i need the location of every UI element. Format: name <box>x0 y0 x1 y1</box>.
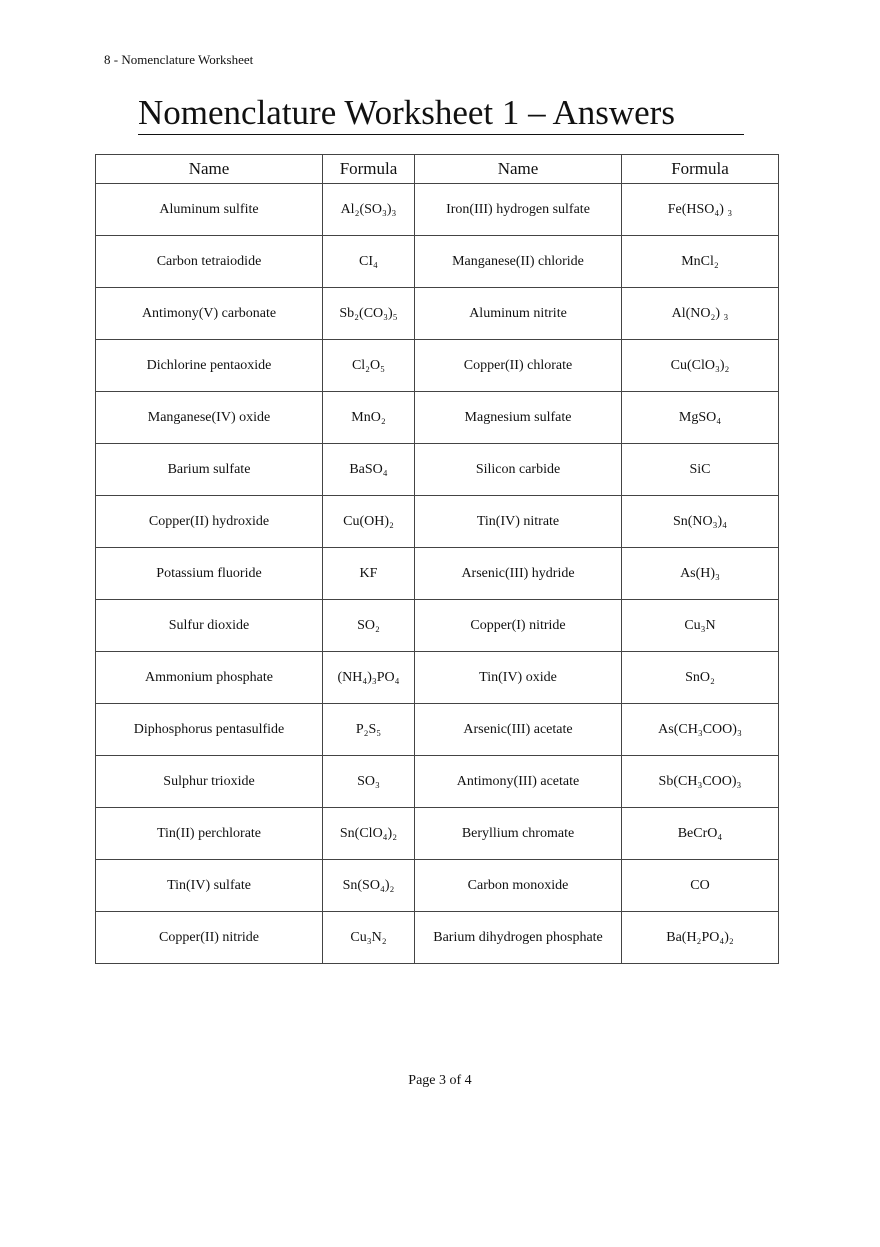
table-row <box>96 704 779 756</box>
column-header-name-2: Name <box>415 155 622 184</box>
compound-name-cell: Arsenic(III) acetate <box>415 704 622 756</box>
table-row <box>96 548 779 600</box>
compound-name-cell: Diphosphorus pentasulfide <box>96 704 323 756</box>
compound-name-cell: Barium sulfate <box>96 444 323 496</box>
formula-cell: MnCl₂ <box>622 236 779 288</box>
formula-cell: SO₃ <box>323 756 415 808</box>
column-header-formula-1: Formula <box>323 155 415 184</box>
formula-cell: Ba(H₂PO₄)₂ <box>622 912 779 964</box>
compound-name-cell: Arsenic(III) hydride <box>415 548 622 600</box>
formula-cell: SnO₂ <box>622 652 779 704</box>
formula-cell: Cu₃N <box>622 600 779 652</box>
formula-cell: Sb₂(CO₃)₅ <box>323 288 415 340</box>
compound-name-cell: Copper(II) hydroxide <box>96 496 323 548</box>
formula-cell: Cu(OH)₂ <box>323 496 415 548</box>
compound-name-cell: Sulphur trioxide <box>96 756 323 808</box>
page-number: Page 3 of 4 <box>408 1073 472 1088</box>
document-header-label: 8 - Nomenclature Worksheet <box>104 52 254 67</box>
column-header-name-1: Name <box>96 155 323 184</box>
formula-cell: MgSO₄ <box>622 392 779 444</box>
compound-name-cell: Antimony(III) acetate <box>415 756 622 808</box>
formula-cell: P₂S₅ <box>323 704 415 756</box>
formula-cell: SiC <box>622 444 779 496</box>
formula-cell: Cu(ClO₃)₂ <box>622 340 779 392</box>
table-row <box>96 912 779 964</box>
compound-name-cell: Sulfur dioxide <box>96 600 323 652</box>
formula-cell: (NH₄)₃PO₄ <box>323 652 415 704</box>
compound-name-cell: Potassium fluoride <box>96 548 323 600</box>
column-header-formula-2: Formula <box>622 155 779 184</box>
compound-name-cell: Aluminum sulfite <box>96 184 323 236</box>
table-header <box>96 155 779 184</box>
formula-cell: Sn(NO₃)₄ <box>622 496 779 548</box>
formula-cell: CI₄ <box>323 236 415 288</box>
compound-name-cell: Dichlorine pentaoxide <box>96 340 323 392</box>
formula-cell: Sb(CH₃COO)₃ <box>622 756 779 808</box>
formula-cell: Al(NO₂) ₃ <box>622 288 779 340</box>
formula-cell: Cu₃N₂ <box>323 912 415 964</box>
table-row <box>96 236 779 288</box>
table-body <box>96 184 779 964</box>
compound-name-cell: Tin(IV) sulfate <box>96 860 323 912</box>
table-row <box>96 496 779 548</box>
table-row <box>96 652 779 704</box>
formula-cell: Fe(HSO₄) ₃ <box>622 184 779 236</box>
table-row <box>96 600 779 652</box>
compound-name-cell: Barium dihydrogen phosphate <box>415 912 622 964</box>
table-row <box>96 288 779 340</box>
formula-cell: As(H)₃ <box>622 548 779 600</box>
formula-cell: Al₂(SO₃)₃ <box>323 184 415 236</box>
table-row <box>96 808 779 860</box>
compound-name-cell: Manganese(IV) oxide <box>96 392 323 444</box>
compound-name-cell: Antimony(V) carbonate <box>96 288 323 340</box>
compound-name-cell: Manganese(II) chloride <box>415 236 622 288</box>
nomenclature-table <box>95 154 779 964</box>
table-row <box>96 340 779 392</box>
table-row <box>96 444 779 496</box>
compound-name-cell: Tin(IV) oxide <box>415 652 622 704</box>
compound-name-cell: Magnesium sulfate <box>415 392 622 444</box>
compound-name-cell: Tin(II) perchlorate <box>96 808 323 860</box>
page-title: Nomenclature Worksheet 1 – Answers <box>138 92 744 135</box>
compound-name-cell: Ammonium phosphate <box>96 652 323 704</box>
compound-name-cell: Beryllium chromate <box>415 808 622 860</box>
compound-name-cell: Copper(II) nitride <box>96 912 323 964</box>
formula-cell: KF <box>323 548 415 600</box>
compound-name-cell: Carbon tetraiodide <box>96 236 323 288</box>
compound-name-cell: Copper(II) chlorate <box>415 340 622 392</box>
compound-name-cell: Aluminum nitrite <box>415 288 622 340</box>
formula-cell: Sn(ClO₄)₂ <box>323 808 415 860</box>
formula-cell: MnO₂ <box>323 392 415 444</box>
table-row <box>96 860 779 912</box>
header-row <box>96 155 779 184</box>
formula-cell: CO <box>622 860 779 912</box>
table-row <box>96 392 779 444</box>
formula-cell: Cl₂O₅ <box>323 340 415 392</box>
compound-name-cell: Iron(III) hydrogen sulfate <box>415 184 622 236</box>
table-row <box>96 756 779 808</box>
compound-name-cell: Carbon monoxide <box>415 860 622 912</box>
formula-cell: SO₂ <box>323 600 415 652</box>
compound-name-cell: Copper(I) nitride <box>415 600 622 652</box>
formula-cell: BeCrO₄ <box>622 808 779 860</box>
formula-cell: Sn(SO₄)₂ <box>323 860 415 912</box>
table-row <box>96 184 779 236</box>
compound-name-cell: Silicon carbide <box>415 444 622 496</box>
formula-cell: BaSO₄ <box>323 444 415 496</box>
compound-name-cell: Tin(IV) nitrate <box>415 496 622 548</box>
formula-cell: As(CH₃COO)₃ <box>622 704 779 756</box>
